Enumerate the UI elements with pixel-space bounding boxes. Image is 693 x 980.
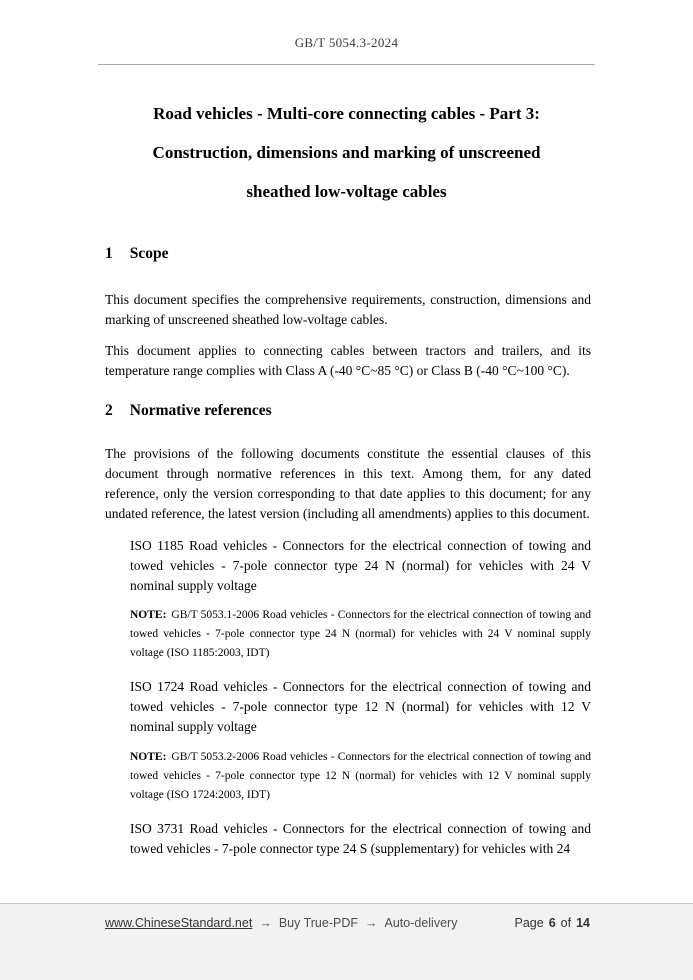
arrow-icon: → xyxy=(365,916,378,930)
section-number: 1 xyxy=(105,245,113,262)
title-line-3: sheathed low-voltage cables xyxy=(246,182,447,201)
of-word: of xyxy=(560,916,572,930)
note-text: GB/T 5053.1-2006 Road vehicles - Connectors for the electrical connection of towing and towed vehicles - 7-pole connector type 24 N (normal) for vehicles with 24 V nominal supply voltage (ISO 1185:2003, IDT) xyxy=(130,609,591,659)
note-label: NOTE: xyxy=(130,751,167,763)
paragraph-normative-intro: The provisions of the following documents constitute the essential clauses of this document through normative references in this text. Among them, for any dated reference, only the version corresponding to that date applies to this document; for any undated reference, the latest version (including all amendments) applies to this document. xyxy=(105,446,591,521)
document-title xyxy=(70,94,623,211)
page-footer xyxy=(0,903,693,980)
footer-row xyxy=(0,904,693,930)
doc-number: GB/T 5054.3-2024 xyxy=(294,35,399,50)
current-page-number: 6 xyxy=(548,916,556,930)
section-number: 2 xyxy=(105,402,113,419)
paragraph-scope-1: This document specifies the comprehensive requirements, construction, dimensions and marking of unscreened sheathed low-voltage cables. xyxy=(105,292,591,327)
arrow-icon: → xyxy=(259,916,272,930)
title-line-2: Construction, dimensions and marking of unscreened xyxy=(152,143,541,162)
footer-buy-label: Buy True-PDF xyxy=(278,916,358,930)
reference-iso-3731: ISO 3731 Road vehicles - Connectors for the electrical connection of towing and towed vehicles - 7-pole connector type 24 S (supplementary) for vehicles with 24 xyxy=(130,821,591,856)
footer-delivery-label: Auto-delivery xyxy=(384,916,458,930)
website-link[interactable]: www.ChineseStandard.net xyxy=(105,916,253,930)
note-gbt-5053-1 xyxy=(130,606,591,663)
page-indicator xyxy=(515,916,591,930)
section-heading-normative-references xyxy=(105,401,591,421)
note-text: GB/T 5053.2-2006 Road vehicles - Connectors for the electrical connection of towing and towed vehicles - 7-pole connector type 12 N (normal) for vehicles with 12 V nominal supply voltage (ISO 1724:2003, IDT) xyxy=(130,751,591,801)
document-body xyxy=(105,238,591,859)
section-heading-scope xyxy=(105,244,591,264)
page-word: Page xyxy=(514,916,544,930)
title-line-1: Road vehicles - Multi-core connecting cables - Part 3: xyxy=(153,104,540,123)
reference-iso-1185: ISO 1185 Road vehicles - Connectors for the electrical connection of towing and towed vehicles - 7-pole connector type 24 N (normal) for vehicles with 24 V nominal supply voltage xyxy=(130,538,591,593)
section-title: Scope xyxy=(129,245,169,262)
total-page-number: 14 xyxy=(576,916,590,930)
note-label: NOTE: xyxy=(130,609,167,621)
footer-source-line xyxy=(105,916,457,930)
section-title: Normative references xyxy=(129,402,272,419)
note-gbt-5053-2 xyxy=(130,748,591,805)
reference-iso-1724: ISO 1724 Road vehicles - Connectors for the electrical connection of towing and towed vehicles - 7-pole connector type 12 N (normal) for vehicles with 12 V nominal supply voltage xyxy=(130,679,591,734)
paragraph-scope-2: This document applies to connecting cables between tractors and trailers, and its temperature range complies with Class A (-40 °C~85 °C) or Class B (-40 °C~100 °C). xyxy=(105,343,591,378)
header-divider xyxy=(98,64,595,65)
